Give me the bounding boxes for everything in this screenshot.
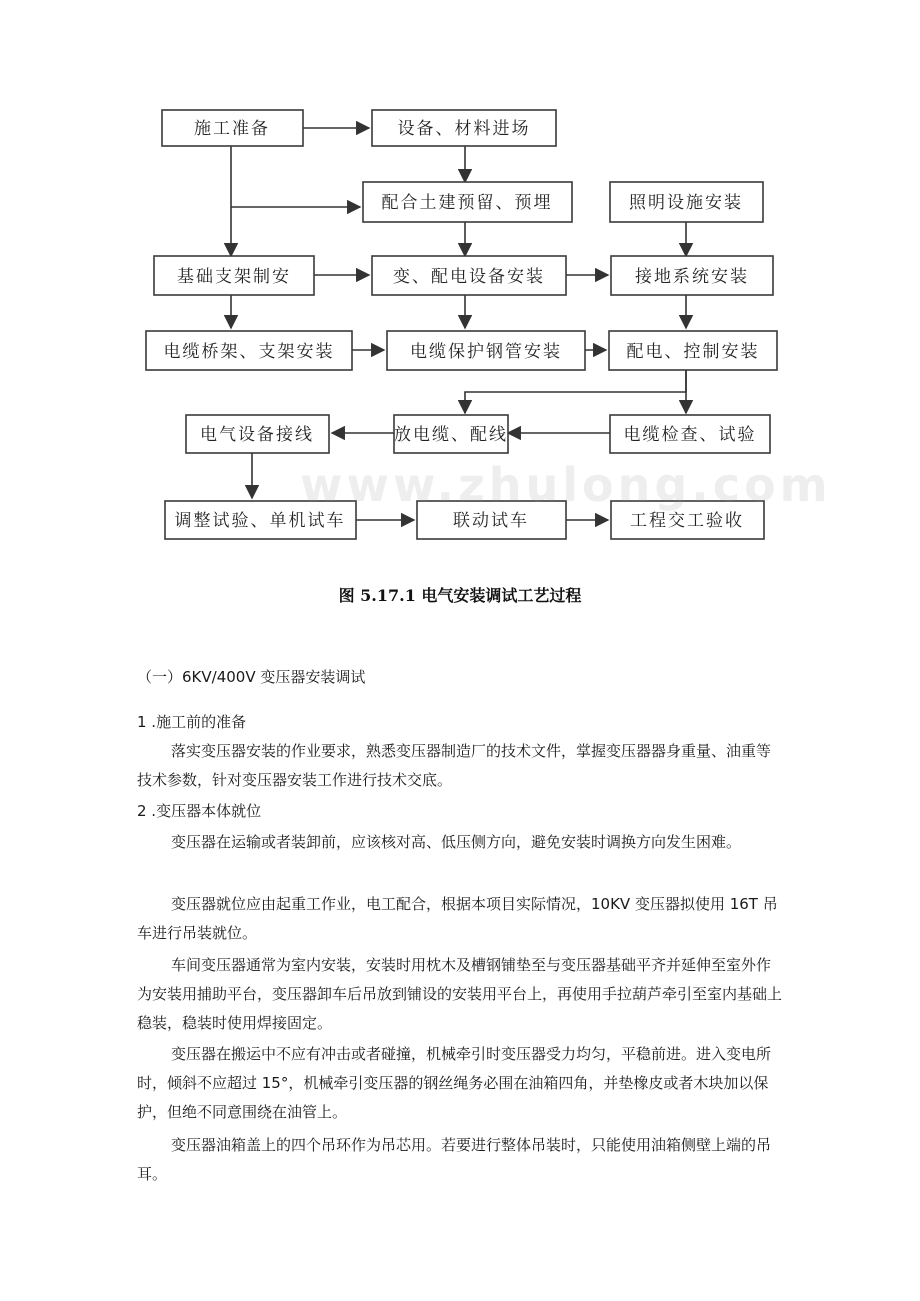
paragraph-preparation: 落实变压器安装的作业要求，熟悉变压器制造厂的技术文件，掌握变压器器身重量、油重等技术参数，针对变压器安装工作进行技术交底。 [137, 742, 772, 789]
subheading-preparation: 1 .施工前的准备 [137, 713, 247, 731]
paragraph-lifting-rings: 变压器油箱盖上的四个吊环作为吊芯用。若要进行整体吊装时，只能使用油箱侧壁上端的吊耳。 [137, 1136, 772, 1183]
node-distribution-control [609, 331, 777, 370]
node-cable-laying [394, 415, 508, 453]
node-label: 照明设施安装 [629, 193, 743, 213]
node-foundation-bracket [154, 256, 314, 295]
node-cable-test [610, 415, 770, 453]
node-lighting-install [610, 182, 763, 222]
node-label: 配合土建预留、预埋 [381, 193, 553, 213]
node-label: 放电缆、配线 [394, 425, 508, 445]
node-label: 电缆检查、试验 [623, 425, 757, 445]
node-equipment-entry [372, 110, 556, 146]
node-civil-embed [363, 182, 572, 222]
paragraph-handling: 变压器在搬运中不应有冲击或者碰撞，机械牵引时变压器受力均匀，平稳前进。进入变电所时，倾斜不应超过 15°，机械牵引变压器的钢丝绳务必围在油箱四角，并垫橡皮或者木块加以保护，但绝不同意围绕在油管上。 [137, 1045, 772, 1121]
node-label: 电缆桥架、支架安装 [163, 342, 335, 362]
node-label: 联动试车 [453, 511, 529, 531]
figure-caption: 图 5.17.1 电气安装调试工艺过程 [338, 586, 582, 605]
node-label: 调整试验、单机试车 [174, 511, 346, 531]
node-label: 施工准备 [194, 119, 270, 139]
node-label: 电气设备接线 [200, 425, 314, 445]
node-cable-conduit [387, 331, 585, 370]
node-equipment-wiring [186, 415, 329, 453]
paragraph-crane-hoisting: 变压器就位应由起重工作业，电工配合，根据本项目实际情况，10KV 变压器拟使用 16T 吊车进行吊装就位。 [137, 895, 778, 942]
node-label: 基础支架制安 [177, 267, 291, 287]
subheading-positioning: 2 .变压器本体就位 [137, 802, 262, 820]
node-label: 变、配电设备安装 [393, 267, 545, 287]
node-label: 设备、材料进场 [397, 119, 531, 139]
node-grounding-system [611, 256, 773, 295]
node-power-equipment [372, 256, 566, 295]
edge-n10-n12 [465, 370, 686, 413]
node-label: 配电、控制安装 [626, 342, 760, 362]
section-heading: （一）6KV/400V 变压器安装调试 [137, 668, 366, 686]
node-label: 接地系统安装 [635, 267, 749, 287]
node-label: 电缆保护钢管安装 [410, 342, 562, 362]
paragraph-transport-check: 变压器在运输或者装卸前，应该核对高、低压侧方向，避免安装时调换方向发生困难。 [171, 833, 742, 851]
watermark: www.zhulong.com [300, 458, 832, 512]
node-label: 工程交工验收 [630, 511, 744, 531]
node-construction-prep [162, 110, 303, 146]
node-cable-tray [146, 331, 352, 370]
paragraph-indoor-install: 车间变压器通常为室内安装，安装时用枕木及槽钢铺垫至与变压器基础平齐并延伸至室外作为安装用捕助平台，变压器卸车后吊放到铺设的安装用平台上，再使用手拉葫芦牵引至室内基础上稳装，稳装时使用焊接固定。 [137, 956, 783, 1032]
